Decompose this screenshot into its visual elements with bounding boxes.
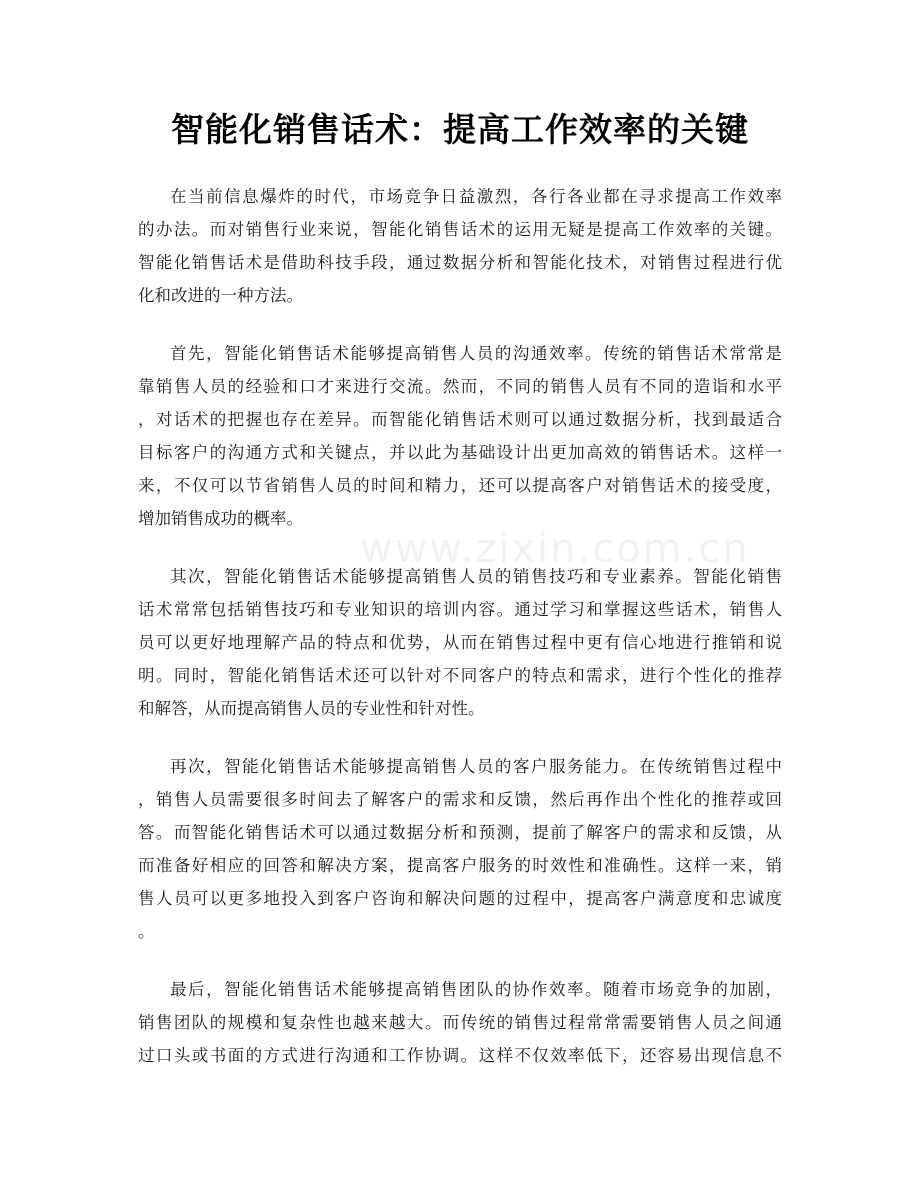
paragraph-1-line-2: 的办法。而对销售行业来说，智能化销售话术的运用无疑是提高工作效率的关键。 xyxy=(138,220,782,239)
paragraph-1-line-3: 智能化销售话术是借助科技手段，通过数据分析和智能化技术，对销售过程进行优 xyxy=(138,253,782,272)
paragraph-3-line-5: 和解答，从而提高销售人员的专业性和针对性。 xyxy=(138,699,485,718)
paragraph-4-line-1: 再次，智能化销售话术能够提高销售人员的客户服务能力。在传统销售过程中 xyxy=(170,757,782,776)
paragraph-1-line-1: 在当前信息爆炸的时代，市场竞争日益激烈，各行各业都在寻求提高工作效率 xyxy=(170,187,782,206)
paragraph-4-line-5: 售人员可以更多地投入到客户咨询和解决问题的过程中，提高客户满意度和忠诚度 xyxy=(138,889,782,908)
paragraph-2-line-3: ，对话术的把握也存在差异。而智能化销售话术则可以通过数据分析，找到最适合 xyxy=(138,410,782,429)
paragraph-1-line-4: 化和改进的一种方法。 xyxy=(138,286,303,305)
paragraph-4-line-6: 。 xyxy=(138,922,155,941)
paragraph-3-line-4: 明。同时，智能化销售话术还可以针对不同客户的特点和需求，进行个性化的推荐 xyxy=(138,666,782,685)
paragraph-2-line-2: 靠销售人员的经验和口才来进行交流。然而，不同的销售人员有不同的造诣和水平 xyxy=(138,377,782,396)
watermark: www.zixin.com.cn xyxy=(360,526,750,572)
paragraph-4-line-3: 答。而智能化销售话术可以通过数据分析和预测，提前了解客户的需求和反馈，从 xyxy=(138,823,782,842)
document-title: 智能化销售话术：提高工作效率的关键 xyxy=(171,110,749,149)
paragraph-5-line-2: 销售团队的规模和复杂性也越来越大。而传统的销售过程常常需要销售人员之间通 xyxy=(138,1013,782,1032)
paragraph-2-line-6: 增加销售成功的概率。 xyxy=(138,509,303,528)
paragraph-4-line-4: 而准备好相应的回答和解决方案，提高客户服务的时效性和准确性。这样一来，销 xyxy=(138,856,782,875)
paragraph-3-line-3: 员可以更好地理解产品的特点和优势，从而在销售过程中更有信心地进行推销和说 xyxy=(138,633,782,652)
paragraph-2-line-4: 目标客户的沟通方式和关键点，并以此为基础设计出更加高效的销售话术。这样一 xyxy=(138,443,782,462)
paragraph-2-line-1: 首先，智能化销售话术能够提高销售人员的沟通效率。传统的销售话术常常是 xyxy=(170,344,782,363)
paragraph-4-line-2: ，销售人员需要很多时间去了解客户的需求和反馈，然后再作出个性化的推荐或回 xyxy=(138,790,782,809)
paragraph-3-line-1: 其次，智能化销售话术能够提高销售人员的销售技巧和专业素养。智能化销售 xyxy=(170,567,782,586)
paragraph-2-line-5: 来，不仅可以节省销售人员的时间和精力，还可以提高客户对销售话术的接受度， xyxy=(138,476,782,495)
paragraph-5-line-1: 最后，智能化销售话术能够提高销售团队的协作效率。随着市场竞争的加剧， xyxy=(170,980,782,999)
paragraph-3-line-2: 话术常常包括销售技巧和专业知识的培训内容。通过学习和掌握这些话术，销售人 xyxy=(138,600,782,619)
paragraph-5-line-3: 过口头或书面的方式进行沟通和工作协调。这样不仅效率低下，还容易出现信息不 xyxy=(138,1046,782,1065)
